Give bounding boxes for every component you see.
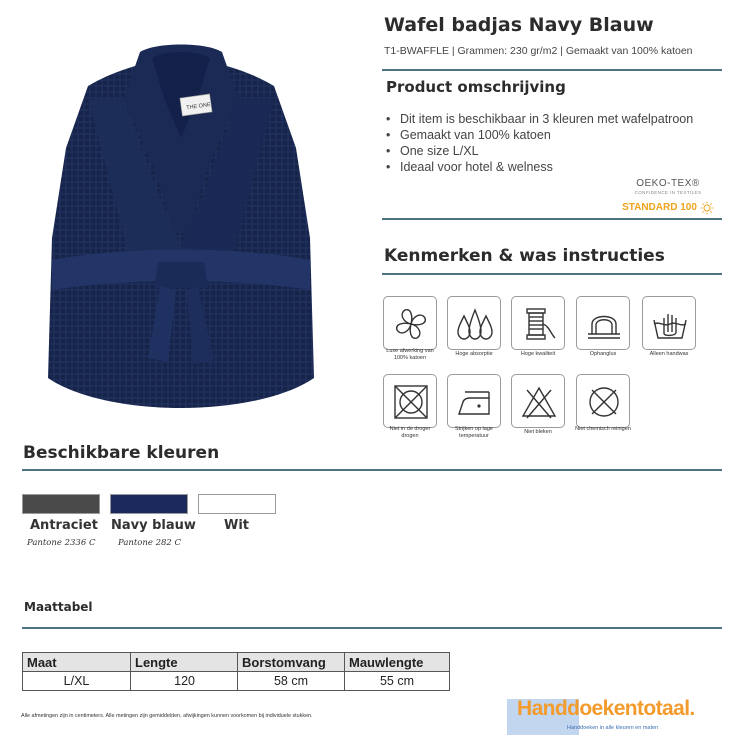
color-swatch-antraciet (22, 494, 100, 514)
size-table (22, 652, 450, 691)
care-label: Hoge kwaliteit (520, 351, 556, 357)
care-label: Niet in de droger drogen (389, 426, 431, 439)
table-header-cell: Mauwlengte (345, 653, 450, 672)
oeko-tex-standard-label: STANDARD 100 (622, 202, 697, 213)
care-label: Hoge absorptie (455, 351, 493, 357)
divider (382, 218, 722, 220)
description-item: • Dit item is beschikbaar in 3 kleuren met wafelpatroon (386, 111, 693, 127)
table-header-row (23, 653, 450, 672)
oeko-tex-badge (612, 178, 724, 215)
color-name: Antraciet (30, 518, 98, 533)
care-icon-box (383, 374, 437, 428)
sun-icon (700, 201, 714, 215)
color-name: Navy blauw (111, 518, 196, 533)
size-table-heading: Maattabel (24, 600, 93, 614)
care-label: Luxe afwerking van 100% katoen (386, 348, 434, 361)
brand-name: Handdoekentotaal. (517, 697, 695, 720)
divider (22, 469, 722, 471)
water-drops-icon (455, 304, 495, 344)
brand-logo (507, 696, 739, 738)
care-label: Strijken op lage temperatuur (455, 426, 493, 439)
bathrobe-illustration (48, 38, 314, 412)
description-list (386, 111, 693, 175)
product-title: Wafel badjas Navy Blauw (384, 14, 654, 36)
table-header-cell: Borstomvang (238, 653, 345, 672)
table-header-cell: Maat (23, 653, 131, 672)
description-heading: Product omschrijving (386, 78, 566, 96)
care-icon-box (511, 374, 565, 428)
care-icon-box (383, 296, 437, 350)
iron-low-icon (455, 382, 495, 422)
oeko-tex-standard (622, 201, 714, 215)
thread-spool-icon (519, 304, 559, 344)
table-cell: 55 cm (345, 672, 450, 691)
no-tumble-dry-icon (391, 382, 431, 422)
color-name: Wit (224, 518, 250, 533)
care-icon-box (447, 374, 501, 428)
care-label: Alleen handwas (649, 351, 689, 357)
care-icon-box (511, 296, 565, 350)
color-swatch-navy (110, 494, 188, 514)
table-cell: L/XL (23, 672, 131, 691)
fan-icon (391, 304, 431, 344)
hand-wash-icon (650, 304, 690, 344)
divider (382, 273, 722, 275)
size-footnote: Alle afmetingen zijn in centimeters. Alle metingen zijn gemiddelden, afwijkingen kunnen voorkomen bij individuele stukken. (21, 713, 313, 719)
divider (22, 627, 722, 629)
oeko-tex-name: OEKO-TEX® (636, 178, 700, 189)
pantone-code: Pantone 2336 C (27, 538, 96, 548)
care-icon-box (576, 374, 630, 428)
hanging-loop-icon (584, 304, 624, 344)
product-subtitle: T1-BWAFFLE | Grammen: 230 gr/m2 | Gemaakt van 100% katoen (384, 45, 693, 57)
description-item: • Ideaal voor hotel & welness (386, 159, 693, 175)
product-image (48, 38, 314, 412)
table-header-cell: Lengte (131, 653, 238, 672)
pantone-code: Pantone 282 C (118, 538, 182, 548)
colors-heading: Beschikbare kleuren (23, 443, 220, 463)
care-icon-box (447, 296, 501, 350)
table-row (23, 672, 450, 691)
color-swatch-white (198, 494, 276, 514)
table-cell: 58 cm (238, 672, 345, 691)
label-tag-text: THE ONE (185, 101, 212, 112)
care-label: Niet bleken (524, 429, 552, 435)
brand-tagline: Handdoeken in alle kleuren en maten (567, 725, 659, 731)
care-label: Niet chemisch reinigen (575, 426, 631, 432)
description-item: • One size L/XL (386, 143, 693, 159)
no-bleach-icon (519, 382, 559, 422)
description-item: • Gemaakt van 100% katoen (386, 127, 693, 143)
table-cell: 120 (131, 672, 238, 691)
care-label: Ophanglus (589, 351, 617, 357)
care-icon-box (576, 296, 630, 350)
care-icon-box (642, 296, 696, 350)
no-dry-clean-icon (584, 382, 624, 422)
care-heading: Kenmerken & was instructies (384, 246, 665, 266)
divider (382, 69, 722, 71)
oeko-tex-tagline: CONFIDENCE IN TEXTILES (634, 190, 702, 195)
